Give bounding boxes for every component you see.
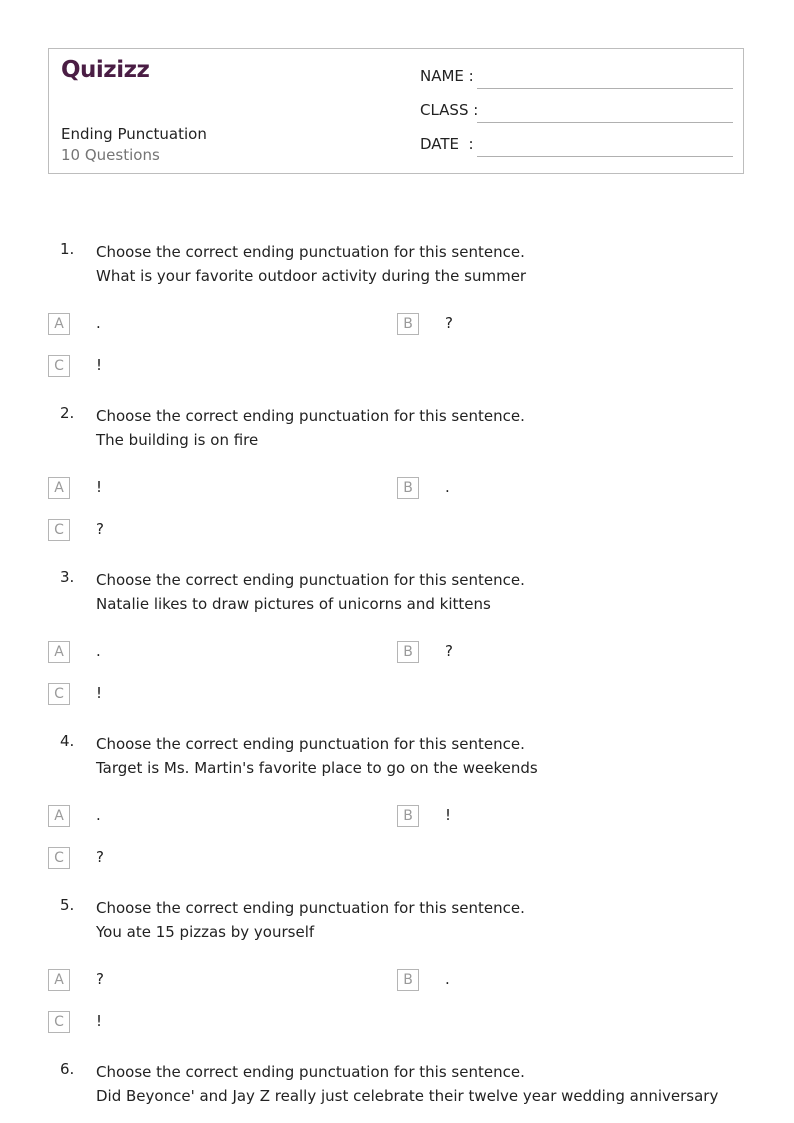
question-sentence: What is your favorite outdoor activity during the summer — [96, 267, 527, 285]
option-letter-box[interactable]: B — [397, 805, 419, 827]
option-text: ? — [445, 314, 453, 332]
option-letter-box[interactable]: B — [397, 313, 419, 335]
option-letter-box[interactable]: A — [48, 969, 70, 991]
question-number: 5. — [60, 896, 75, 914]
question-text — [96, 404, 736, 452]
class-line[interactable] — [477, 122, 733, 123]
question-sentence: Did Beyonce' and Jay Z really just celebrate their twelve year wedding anniversary — [96, 1087, 719, 1105]
option-letter-box[interactable]: A — [48, 313, 70, 335]
option-text: . — [445, 478, 450, 496]
option-letter-box[interactable]: B — [397, 969, 419, 991]
option-letter-box[interactable]: C — [48, 847, 70, 869]
question-text — [96, 896, 736, 944]
option-letter-box[interactable]: A — [48, 805, 70, 827]
question-number: 3. — [60, 568, 75, 586]
question-text — [96, 732, 736, 780]
option-text: ? — [445, 642, 453, 660]
option-letter-box[interactable]: C — [48, 683, 70, 705]
option-text: . — [96, 806, 101, 824]
question-prompt: Choose the correct ending punctuation for this sentence. — [96, 735, 525, 753]
question-number: 6. — [60, 1060, 75, 1078]
date-line[interactable] — [477, 156, 733, 157]
worksheet-title: Ending Punctuation — [61, 125, 207, 143]
option-letter-box[interactable]: C — [48, 1011, 70, 1033]
option-text: . — [96, 314, 101, 332]
option-text: ! — [96, 684, 103, 702]
question-count: 10 Questions — [61, 146, 160, 164]
question-prompt: Choose the correct ending punctuation for this sentence. — [96, 407, 525, 425]
option-text: ! — [445, 806, 452, 824]
option-text: . — [445, 970, 450, 988]
option-text: ! — [96, 478, 103, 496]
quizizz-logo: Quizizz — [61, 57, 150, 83]
option-letter-box[interactable]: C — [48, 355, 70, 377]
class-label: CLASS : — [420, 101, 479, 119]
question-sentence: Target is Ms. Martin's favorite place to go on the weekends — [96, 759, 538, 777]
option-text: ? — [96, 520, 104, 538]
question-sentence: The building is on fire — [96, 431, 259, 449]
question-sentence: Natalie likes to draw pictures of unicorns and kittens — [96, 595, 491, 613]
question-text — [96, 568, 736, 616]
name-label: NAME : — [420, 67, 474, 85]
option-text: ? — [96, 848, 104, 866]
question-prompt: Choose the correct ending punctuation for this sentence. — [96, 571, 525, 589]
name-field[interactable] — [420, 67, 733, 89]
name-line[interactable] — [477, 88, 733, 89]
option-letter-box[interactable]: B — [397, 641, 419, 663]
question-sentence: You ate 15 pizzas by yourself — [96, 923, 315, 941]
question-number: 2. — [60, 404, 75, 422]
option-letter-box[interactable]: A — [48, 641, 70, 663]
worksheet-header — [48, 48, 744, 174]
question-number: 1. — [60, 240, 75, 258]
option-text: ? — [96, 970, 104, 988]
date-field[interactable] — [420, 135, 733, 157]
question-prompt: Choose the correct ending punctuation for this sentence. — [96, 1063, 525, 1081]
date-label: DATE : — [420, 135, 474, 153]
option-letter-box[interactable]: B — [397, 477, 419, 499]
option-text: ! — [96, 356, 103, 374]
question-number: 4. — [60, 732, 75, 750]
option-text: . — [96, 642, 101, 660]
class-field[interactable] — [420, 101, 733, 123]
option-text: ! — [96, 1012, 103, 1030]
question-prompt: Choose the correct ending punctuation for this sentence. — [96, 899, 525, 917]
option-letter-box[interactable]: A — [48, 477, 70, 499]
question-text — [96, 240, 736, 288]
question-prompt: Choose the correct ending punctuation for this sentence. — [96, 243, 525, 261]
question-text — [96, 1060, 736, 1108]
option-letter-box[interactable]: C — [48, 519, 70, 541]
